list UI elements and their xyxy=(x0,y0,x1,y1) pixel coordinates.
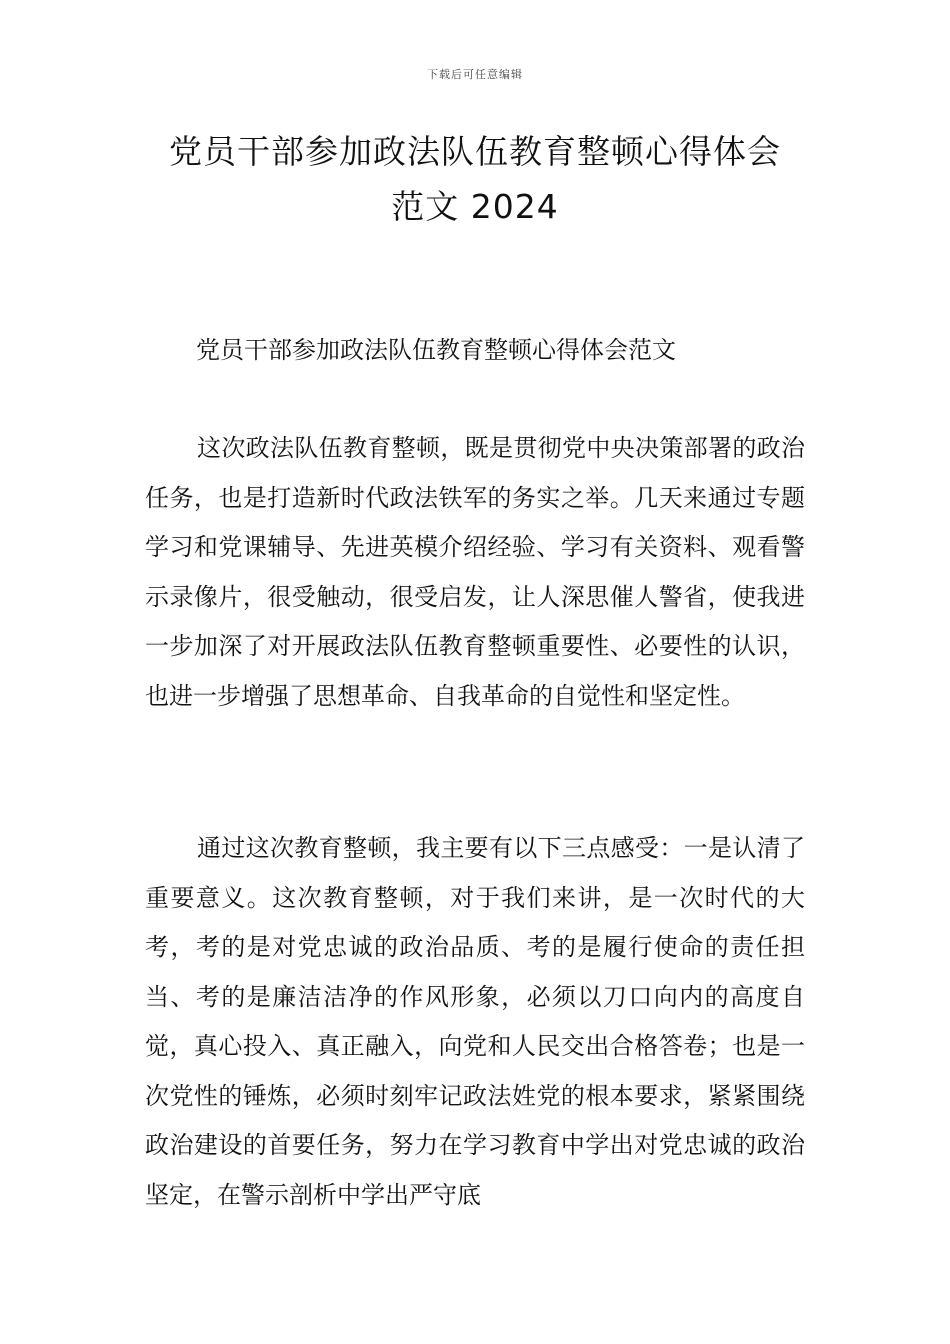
body-paragraph-2: 通过这次教育整顿，我主要有以下三点感受：一是认清了重要意义。这次教育整顿，对于我们来讲，是一次时代的大考，考的是对党忠诚的政治品质、考的是履行使命的责任担当、考的是廉洁洁净的作风形象，必须以刀口向内的高度自觉，真心投入、真正融入，向党和人民交出合格答卷；也是一次党性的锤炼，必须时刻牢记政法姓党的根本要求，紧紧围绕政治建设的首要任务，努力在学习教育中学出对党忠诚的政治坚定，在警示剖析中学出严守底 xyxy=(145,834,805,1209)
title-line-2: 范文 2024 xyxy=(391,187,559,226)
header-note: 下载后可任意编辑 xyxy=(427,68,523,81)
document-subheading: 党员干部参加政法队伍教育整顿心得体会范文 xyxy=(196,336,676,364)
title-line-1: 党员干部参加政法队伍教育整顿心得体会 xyxy=(169,132,781,171)
body-paragraph-1: 这次政法队伍教育整顿，既是贯彻党中央决策部署的政治任务，也是打造新时代政法铁军的务实之举。几天来通过专题学习和党课辅导、先进英模介绍经验、学习有关资料、观看警示录像片，很受触动，很受启发，让人深思催人警省，使我进一步加深了对开展政法队伍教育整顿重要性、必要性的认识，也进一步增强了思想革命、自我革命的自觉性和坚定性。 xyxy=(145,434,805,710)
document-title xyxy=(140,124,810,234)
